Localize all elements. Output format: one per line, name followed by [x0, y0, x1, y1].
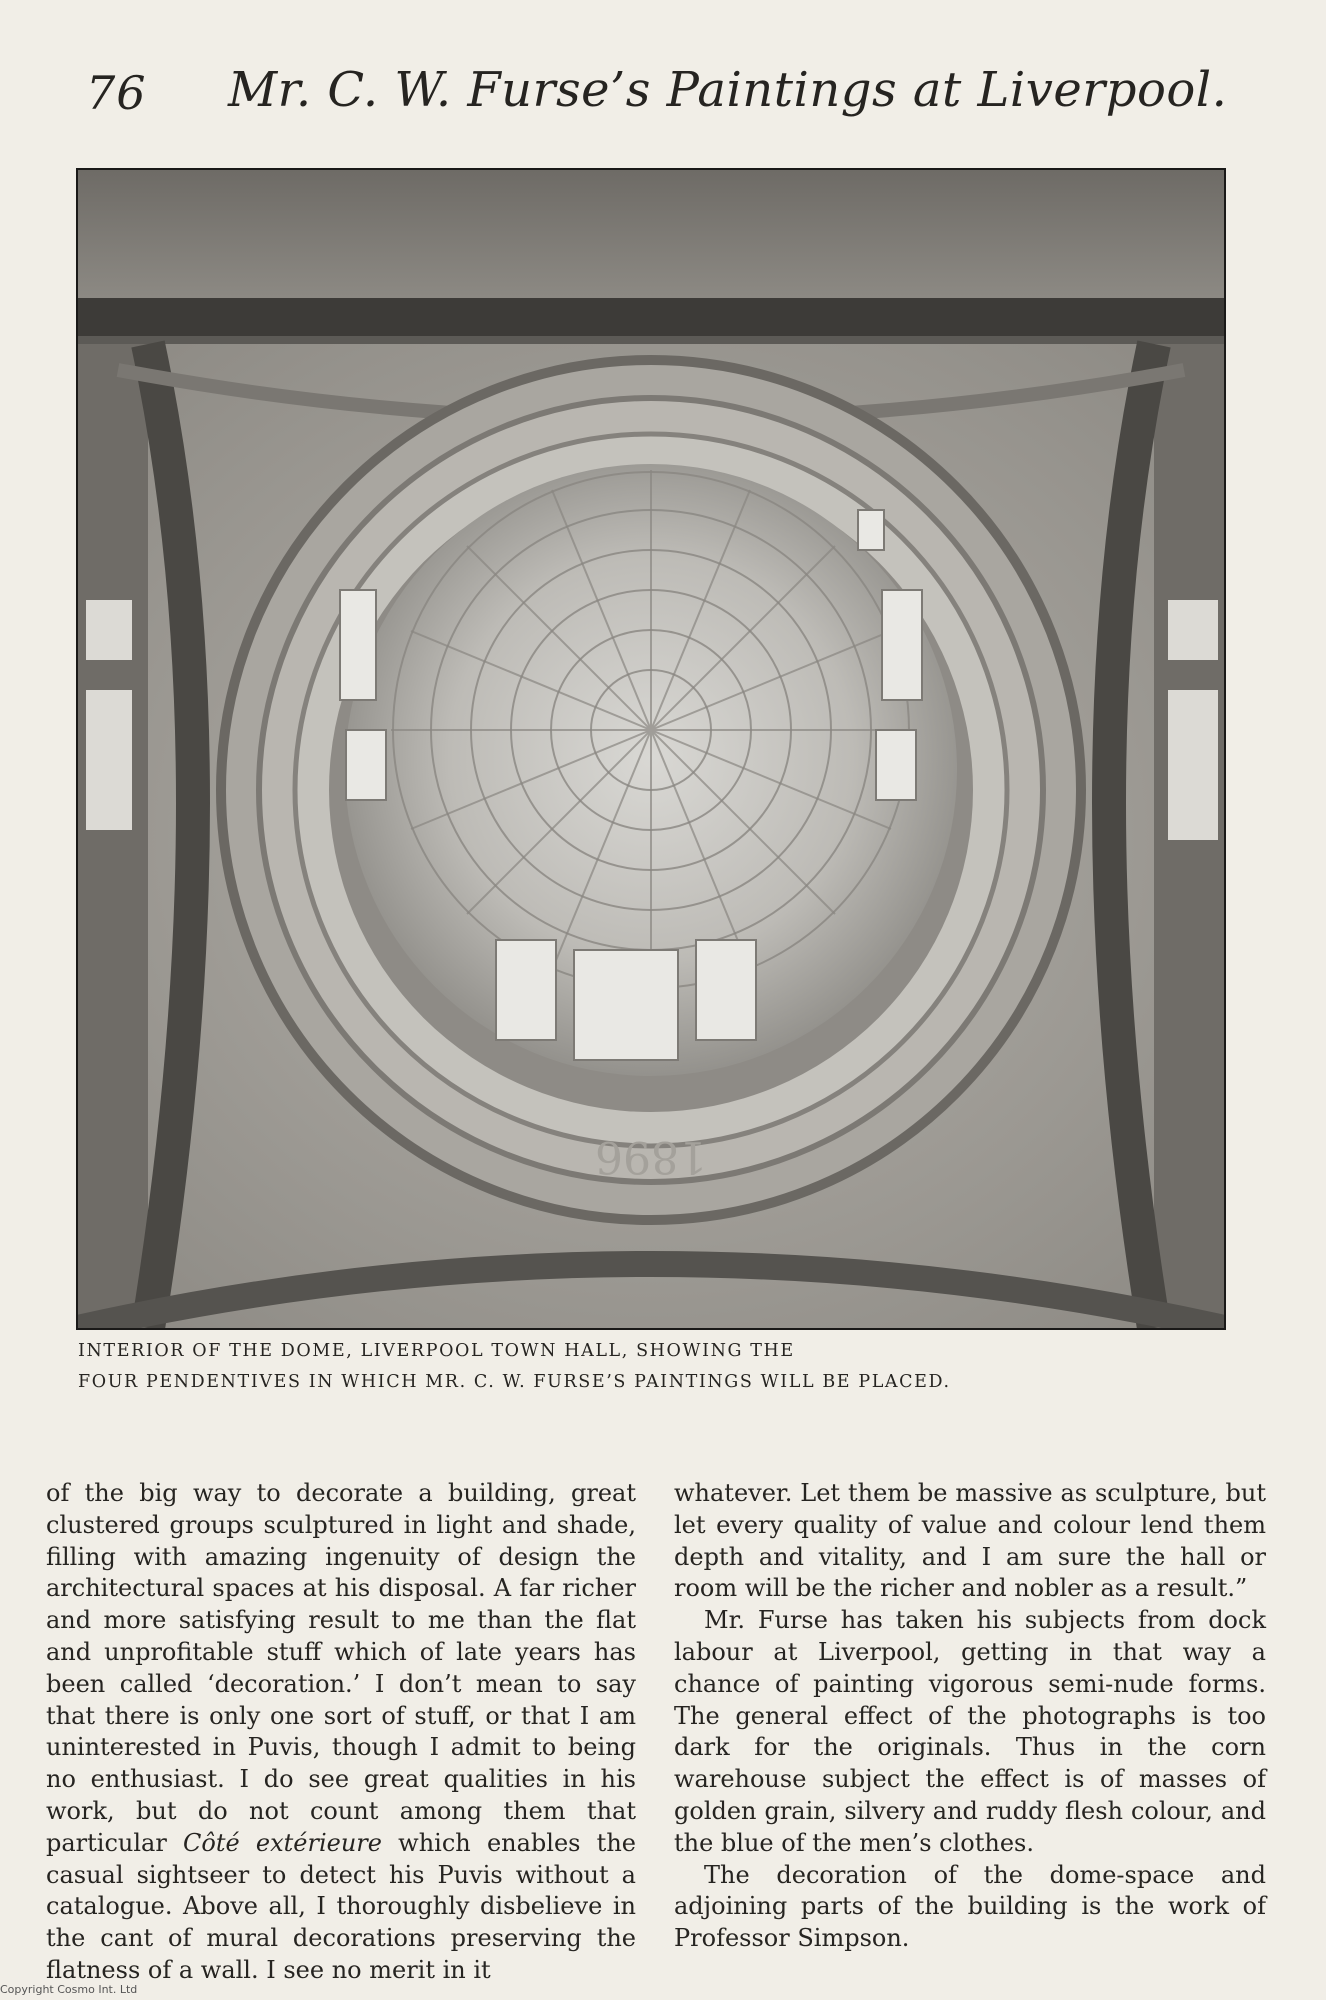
- caption-line-2: FOUR PENDENTIVES IN WHICH MR. C. W. FURSE’S PAINTINGS WILL BE PLACED.: [78, 1372, 951, 1392]
- body-column-right: [674, 1478, 1266, 1955]
- body-paragraph: [46, 1478, 636, 1987]
- body-column-left: [46, 1478, 636, 1987]
- body-text: of the big way to decorate a building, great clustered groups sculptured in light and shade, filling with amazing ingenuity of design the architectural spaces at his disposal. A far richer and more satisfying result to me than the flat and unprofitable stuff which of late years has been called ‘decoration.’ I don’t mean to say that there is only one sort of stuff, or that I am uninterested in Puvis, though I admit to being no enthusiast. I do see great qualities in his work, but do not count among them that particular: [46, 1479, 636, 1857]
- copyright-notice: Copyright Cosmo Int. Ltd: [0, 1983, 138, 1996]
- dome-photograph: [78, 170, 1224, 1328]
- italic-phrase: Côté extérieure: [183, 1828, 382, 1857]
- page-number: 76: [86, 66, 147, 120]
- caption-line-1: INTERIOR OF THE DOME, LIVERPOOL TOWN HALL, SHOWING THE: [78, 1341, 795, 1361]
- body-text: which enables the casual sightseer to detect his Puvis without a catalogue. Above all, I thoroughly disbelieve in the cant of mural decorations preserving the flatness of a wall. I see no merit in it: [46, 1828, 636, 1984]
- dome-inscription-date: 1896: [595, 1131, 707, 1182]
- body-paragraph: Mr. Furse has taken his subjects from dock labour at Liverpool, getting in that way a chance of painting vigorous semi-nude forms. The general effect of the photographs is too dark for the originals. Thus in the corn warehouse subject the effect is of masses of golden grain, silvery and ruddy flesh colour, and the blue of the men’s clothes.: [674, 1606, 1266, 1857]
- body-paragraph: whatever. Let them be massive as sculpture, but let every quality of value and colour lend them depth and vitality, and I am sure the hall or room will be the richer and nobler as a result.”: [674, 1479, 1266, 1603]
- body-paragraph: The decoration of the dome-space and adjoining parts of the building is the work of Professor Simpson.: [674, 1860, 1266, 1953]
- figure-caption: [78, 1336, 1224, 1398]
- running-title: Mr. C. W. Furse’s Paintings at Liverpool.: [228, 62, 1228, 118]
